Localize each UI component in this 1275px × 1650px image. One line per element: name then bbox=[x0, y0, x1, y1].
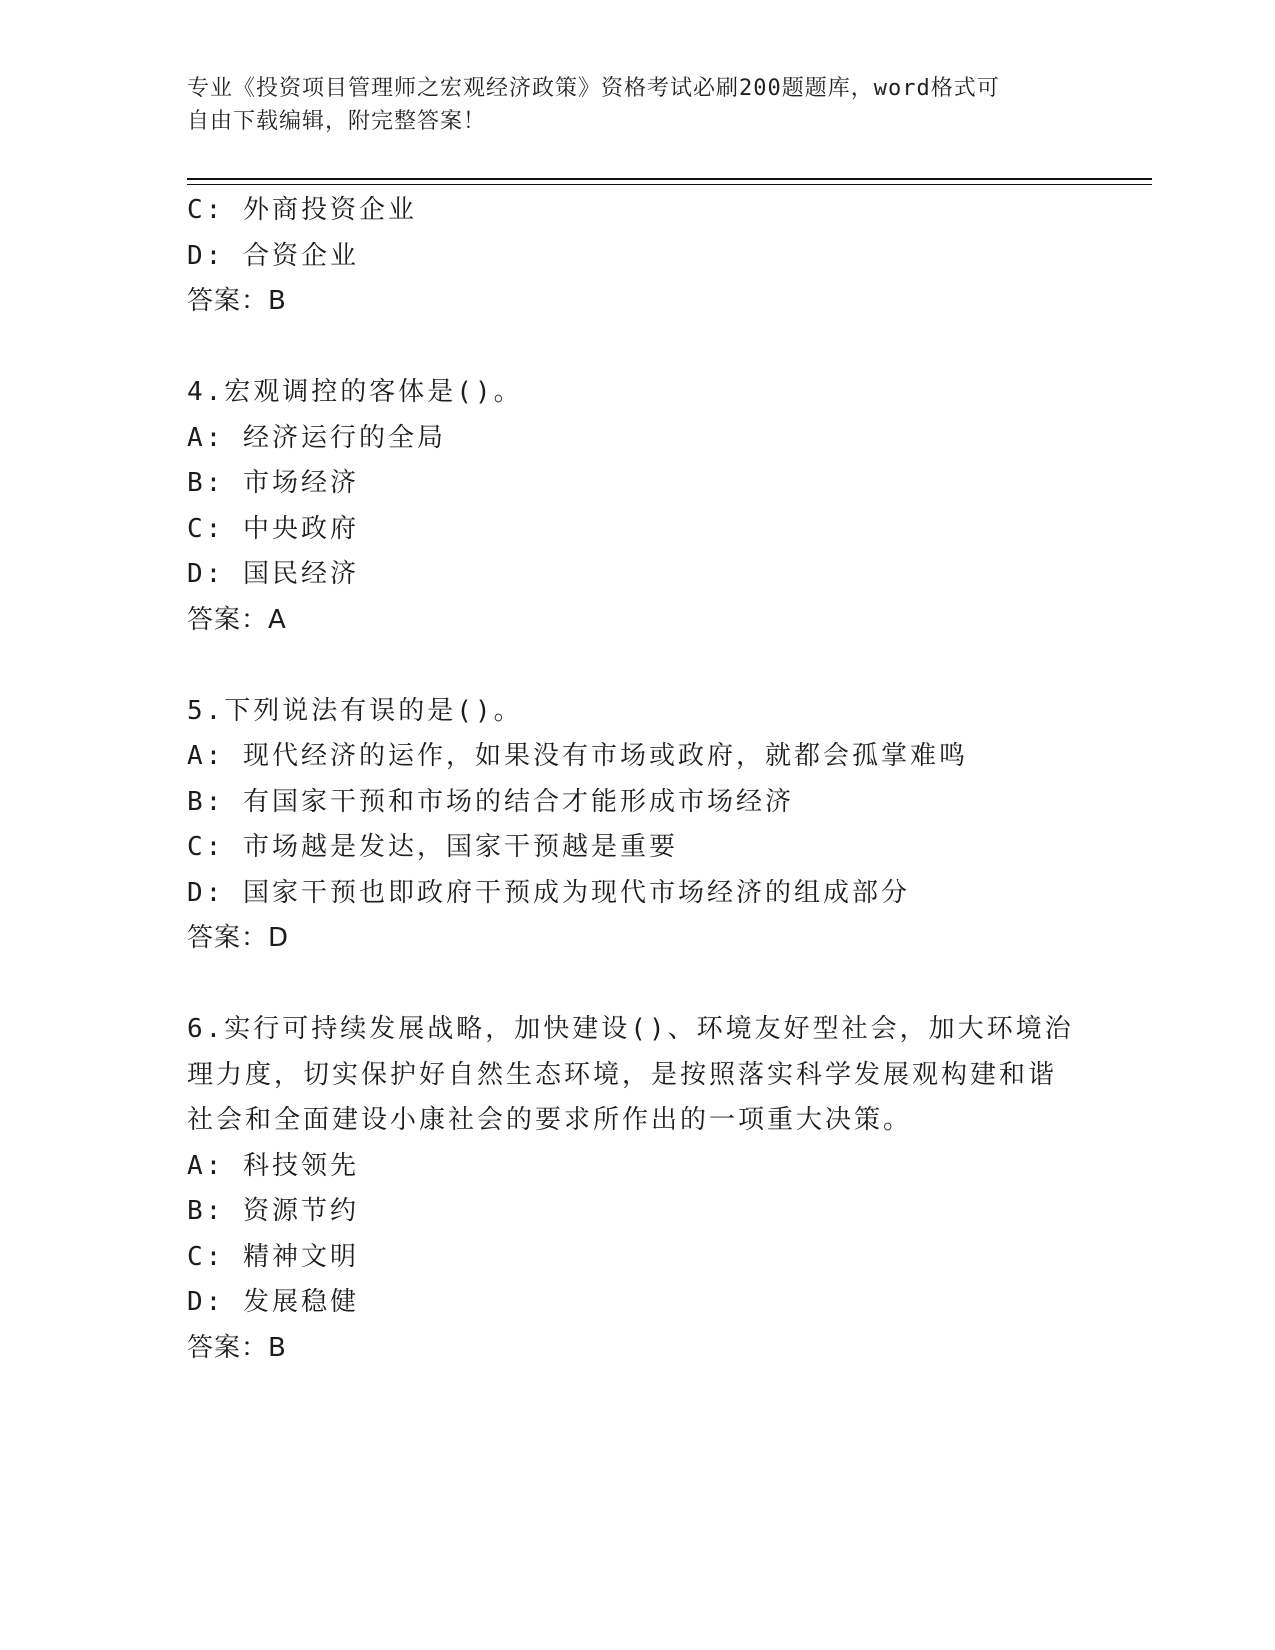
spacer bbox=[187, 325, 1067, 371]
option-b: B: 有国家干预和市场的结合才能形成市场经济 bbox=[187, 786, 794, 817]
question-stem: 4.宏观调控的客体是()。 bbox=[187, 377, 523, 407]
option-c: C: 精神文明 bbox=[187, 1241, 359, 1272]
question-stem-line-2: 理力度，切实保护好自然生态环境，是按照落实科学发展观构建和谐 bbox=[187, 1059, 1058, 1090]
option-d: D: 发展稳健 bbox=[187, 1287, 359, 1317]
question-4 bbox=[187, 370, 1067, 643]
question-stem-line-1: 6.实行可持续发展战略，加快建设()、环境友好型社会，加大环境治 bbox=[187, 1014, 1074, 1044]
option-a: A: 现代经济的运作，如果没有市场或政府，就都会孤掌难鸣 bbox=[187, 741, 968, 771]
option-b: B: 资源节约 bbox=[187, 1196, 359, 1226]
question-stem: 5.下列说法有误的是()。 bbox=[187, 695, 523, 726]
header-divider-thick bbox=[187, 178, 1152, 180]
option-a: A: 经济运行的全局 bbox=[187, 422, 446, 453]
header-title-line-1: 专业《投资项目管理师之宏观经济政策》资格考试必刷200题题库，word格式可 bbox=[187, 76, 1000, 101]
question-stem-line-3: 社会和全面建设小康社会的要求所作出的一项重大决策。 bbox=[187, 1105, 913, 1135]
option-d: D: 国民经济 bbox=[187, 559, 359, 589]
header-divider-thin bbox=[187, 184, 1152, 185]
document-header bbox=[187, 72, 1087, 138]
question-6 bbox=[187, 1007, 1074, 1371]
question-5 bbox=[187, 689, 1067, 962]
question-3-tail bbox=[187, 188, 1067, 325]
answer: 答案：B bbox=[187, 286, 287, 316]
spacer bbox=[187, 962, 1067, 1008]
option-c: C: 外商投资企业 bbox=[187, 195, 417, 225]
question-list bbox=[187, 188, 1074, 1371]
header-title-line-2: 自由下载编辑，附完整答案！ bbox=[187, 109, 487, 134]
option-d: D: 国家干预也即政府干预成为现代市场经济的组成部分 bbox=[187, 877, 910, 908]
option-c: C: 市场越是发达，国家干预越是重要 bbox=[187, 832, 678, 862]
option-d: D: 合资企业 bbox=[187, 240, 359, 271]
answer: 答案：B bbox=[187, 1332, 287, 1363]
option-b: B: 市场经济 bbox=[187, 468, 359, 498]
option-a: A: 科技领先 bbox=[187, 1150, 359, 1181]
spacer bbox=[187, 643, 1067, 689]
answer: 答案：D bbox=[187, 923, 290, 953]
answer: 答案：A bbox=[187, 604, 287, 635]
option-c: C: 中央政府 bbox=[187, 513, 359, 544]
